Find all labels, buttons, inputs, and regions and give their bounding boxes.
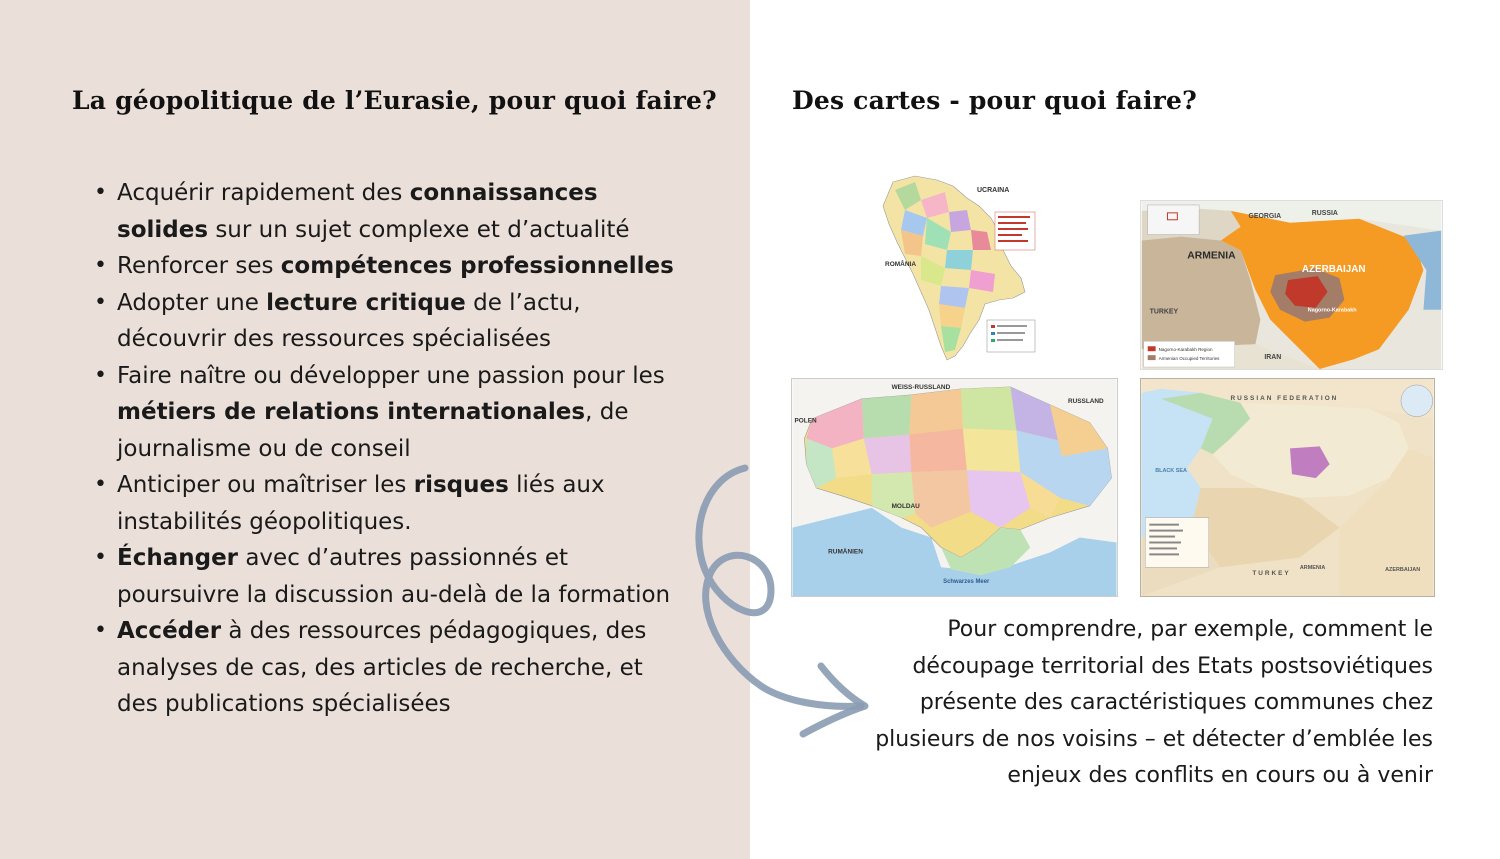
right-heading: Des cartes - pour quoi faire?: [792, 86, 1197, 115]
benefit-item: [90, 613, 690, 723]
benefit-emphasis: compétences professionnelles: [280, 253, 674, 279]
caucasus-legend-1: Nagorno-Karabakh Region: [1158, 347, 1213, 353]
benefit-item: [90, 175, 690, 248]
moldova-label-romania: ROMÂNIA: [885, 261, 917, 268]
benefit-emphasis: connaissances solides: [117, 180, 598, 243]
benefit-text: à des ressources pédagogiques, des analyses de cas, des articles de recherche, et des publications spécialisées: [117, 618, 647, 717]
benefit-item: [90, 358, 690, 468]
ukraine-label-russia: RUSSLAND: [1067, 397, 1104, 405]
benefit-item: [90, 540, 690, 613]
georgia-label-armenia: ARMENIA: [1299, 565, 1326, 572]
benefit-text: Acquérir rapidement des: [117, 180, 410, 206]
benefit-emphasis: lecture critique: [266, 289, 466, 316]
benefit-text: avec d’autres passionnés et poursuivre la discussion au-delà de la formation: [117, 545, 671, 608]
caucasus-label-armenia: ARMENIA: [1187, 250, 1236, 262]
benefit-text: Anticiper ou maîtriser les: [117, 472, 414, 498]
benefit-item: [90, 285, 690, 358]
benefit-text: Adopter une: [117, 289, 267, 316]
ukraine-label-romania: RUMÄNIEN: [828, 548, 863, 556]
nagorno-karabakh-map: [1140, 200, 1443, 370]
benefit-item: [90, 248, 690, 285]
caucasus-label-iran: IRAN: [1264, 354, 1282, 362]
benefit-emphasis: risques: [413, 472, 509, 498]
benefits-list: [90, 175, 690, 723]
georgia-label-turkey: TURKEY: [1252, 570, 1291, 578]
benefit-emphasis: Accéder: [117, 618, 222, 644]
benefit-text: sur un sujet complexe et d’actualité: [208, 216, 630, 243]
caucasus-legend-2: Armenian Occupied Territories: [1158, 356, 1220, 362]
benefit-text: Faire naître ou développer une passion pour les: [117, 362, 665, 389]
benefit-item: [90, 467, 690, 540]
benefit-text: liés aux instabilités géopolitiques.: [117, 472, 605, 535]
benefit-text: , de journalisme ou de conseil: [117, 399, 629, 462]
georgia-label-russia: RUSSIAN FEDERATION: [1230, 394, 1339, 402]
caucasus-label-nk: Nagorno-Karabakh: [1307, 307, 1357, 314]
benefit-text: Renforcer ses: [117, 253, 281, 279]
benefit-emphasis: métiers de relations internationales: [117, 399, 586, 425]
moldova-map: [875, 170, 1040, 365]
georgia-label-azerbaijan: AZERBAIJAN: [1385, 567, 1421, 574]
moldova-label-ukraine: UCRAINA: [977, 187, 1010, 194]
benefit-emphasis: Échanger: [117, 545, 239, 571]
left-heading: La géopolitique de l’Eurasie, pour quoi faire?: [72, 86, 717, 115]
benefit-text: de l’actu, découvrir des ressources spécialisées: [117, 289, 581, 352]
ukraine-label-moldova: MOLDAU: [891, 502, 920, 510]
caucasus-label-turkey: TURKEY: [1149, 308, 1179, 316]
georgia-label-sea: BLACK SEA: [1155, 468, 1187, 475]
ukraine-label-sea: Schwarzes Meer: [943, 579, 990, 586]
georgia-map: [1140, 378, 1435, 597]
caucasus-label-azerbaijan: AZERBAIJAN: [1301, 264, 1366, 276]
maps-caption: Pour comprendre, par exemple, comment le découpage territorial des Etats postsoviétiques présente des caractéristiques communes chez plusieurs de nos voisins – et détecter d’emblée les enjeux des conflits en cours ou à venir: [875, 617, 1433, 788]
caucasus-label-georgia: GEORGIA: [1248, 212, 1282, 220]
ukraine-label-belarus: WEISS-RUSSLAND: [891, 383, 951, 391]
ukraine-label-poland: POLEN: [794, 417, 817, 425]
caucasus-label-russia: RUSSIA: [1311, 209, 1338, 217]
